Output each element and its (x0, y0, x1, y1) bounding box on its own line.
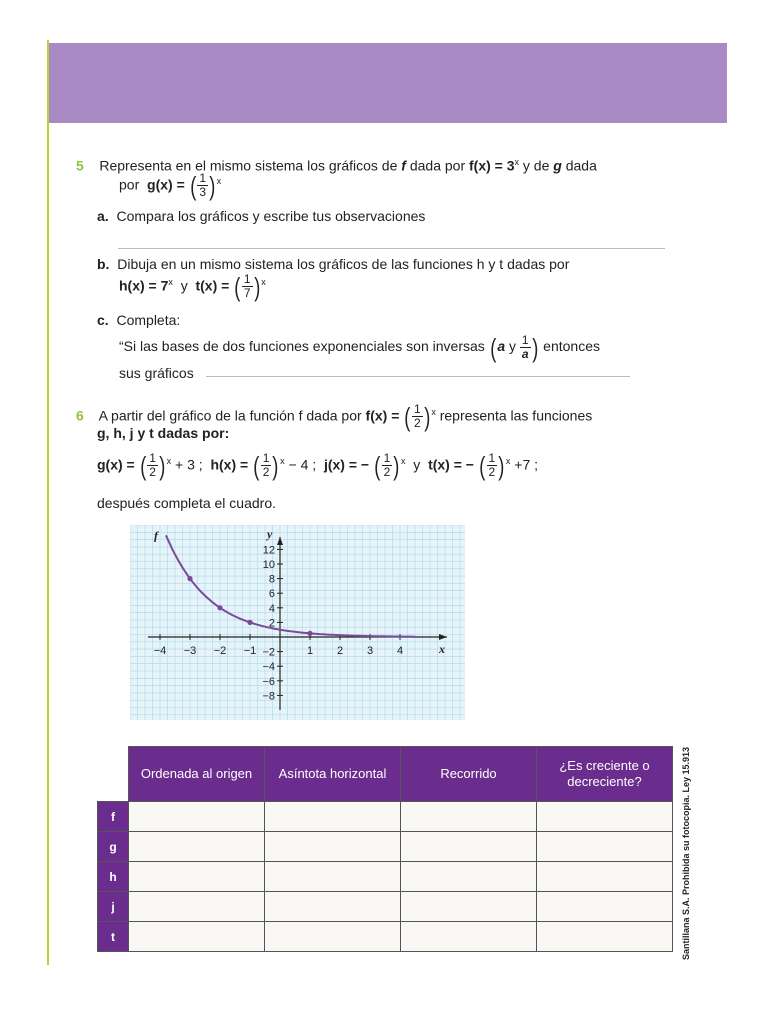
q5-line2: por g(x) = ( $\frac{1}{3}$ )$^x$ (119, 170, 222, 201)
table-cell[interactable] (537, 892, 673, 922)
q5-c-quote: “Si las bases de dos funciones exponenciales son inversas (a y $\frac{1}{a}$ ) entonces (119, 332, 600, 363)
copyright-note: Santillana S.A. Prohibida su fotocopia. Ley 15.913 (681, 746, 691, 960)
y-tick-label: 10 (262, 559, 275, 571)
table-cell[interactable] (401, 892, 537, 922)
row-label: j (98, 892, 129, 922)
q5-a: a. Compara los gráficos y escribe tus observaciones (97, 208, 426, 224)
answer-line-a[interactable] (118, 248, 665, 249)
curve-point (217, 605, 222, 610)
table-cell[interactable] (265, 862, 401, 892)
q6-after: después completa el cuadro. (97, 495, 276, 511)
table-cell[interactable] (401, 802, 537, 832)
row-label: g (98, 832, 129, 862)
q5-c: c. Completa: (97, 312, 181, 328)
x-tick-label: −4 (153, 645, 167, 657)
table-cell[interactable] (401, 922, 537, 952)
y-tick-label: 4 (268, 602, 275, 615)
table-row (98, 862, 673, 892)
curve-point (187, 576, 192, 581)
curve-label: f (154, 528, 158, 543)
table-cell[interactable] (401, 832, 537, 862)
table-cell[interactable] (129, 862, 265, 892)
row-label: h (98, 862, 129, 892)
table-row (98, 892, 673, 922)
table-cell[interactable] (265, 892, 401, 922)
q6-line1: 6 A partir del gráfico de la función f dada por f(x) = ( $\frac{1}{2}$ )$^x$ representa las funciones (76, 401, 593, 432)
table-cell[interactable] (129, 922, 265, 952)
curve-point (307, 631, 312, 636)
table-corner (98, 747, 129, 802)
summary-table (97, 746, 673, 952)
y-tick-label: −6 (262, 675, 275, 688)
y-axis-label: y (267, 527, 273, 541)
table-cell[interactable] (537, 802, 673, 832)
x-tick-label: −2 (213, 645, 227, 657)
x-tick-label: −1 (243, 645, 257, 657)
table-row (98, 832, 673, 862)
exponential-graph (130, 525, 465, 720)
y-tick-label: −8 (262, 690, 275, 703)
table-cell[interactable] (537, 922, 673, 952)
table-row (98, 802, 673, 832)
y-tick-label: −4 (262, 661, 275, 674)
q6-line2: g, h, j y t dadas por: (97, 425, 230, 441)
row-label: t (98, 922, 129, 952)
q5-b-formula: $h(x) = 7^x$ y t(x) = ( $\frac{1}{7}$ )$^x$ (119, 271, 266, 302)
y-tick-label: 8 (268, 573, 275, 586)
row-label: f (98, 802, 129, 832)
header-ordenada: Ordenada al origen (129, 747, 265, 802)
q5-b: b. Dibuja en un mismo sistema los gráficos de las funciones h y t dadas por (97, 256, 570, 272)
header-banner (49, 43, 727, 123)
x-tick-label: 3 (366, 645, 374, 657)
x-tick-label: −3 (183, 645, 197, 657)
table-cell[interactable] (537, 832, 673, 862)
header-asintota: Asíntota horizontal (265, 747, 401, 802)
header-recorrido: Recorrido (401, 747, 537, 802)
x-tick-label: 4 (396, 645, 404, 657)
x-axis-label: x (439, 642, 445, 656)
table-cell[interactable] (129, 892, 265, 922)
table-cell[interactable] (401, 862, 537, 892)
q6-formulas: g(x) = ( $\frac{1}{2}$ )$^x$ + 3 ; h(x) = ( $\frac{1}{2}$ )$^x$ − 4 ; j(x) = − ( $\frac{1}{2}$ )$^x$ y t(x) = − ( $\frac{1}{2}$ )$^x$ +7 ; (97, 450, 539, 481)
x-tick-label: 1 (306, 645, 314, 657)
header-creciente: ¿Es creciente o decreciente? (537, 747, 673, 802)
table-cell[interactable] (265, 802, 401, 832)
y-tick-label: 6 (268, 588, 275, 601)
table-header-row (98, 747, 673, 802)
x-tick-label: 2 (336, 645, 344, 657)
margin-line (47, 40, 49, 965)
table-cell[interactable] (265, 832, 401, 862)
table-row (98, 922, 673, 952)
curve-point (247, 620, 252, 625)
table-cell[interactable] (265, 922, 401, 952)
q5-line1: 5 Representa en el mismo sistema los gráficos de f dada por $f(x) = 3^x$ y de g dada (76, 157, 597, 174)
answer-line-c[interactable] (206, 376, 630, 377)
table-cell[interactable] (537, 862, 673, 892)
y-tick-label: 2 (268, 617, 275, 630)
table-cell[interactable] (129, 832, 265, 862)
table-cell[interactable] (129, 802, 265, 832)
y-tick-label: 12 (262, 544, 275, 557)
y-tick-label: −2 (262, 646, 275, 659)
q5-c-last: sus gráficos (119, 365, 194, 381)
